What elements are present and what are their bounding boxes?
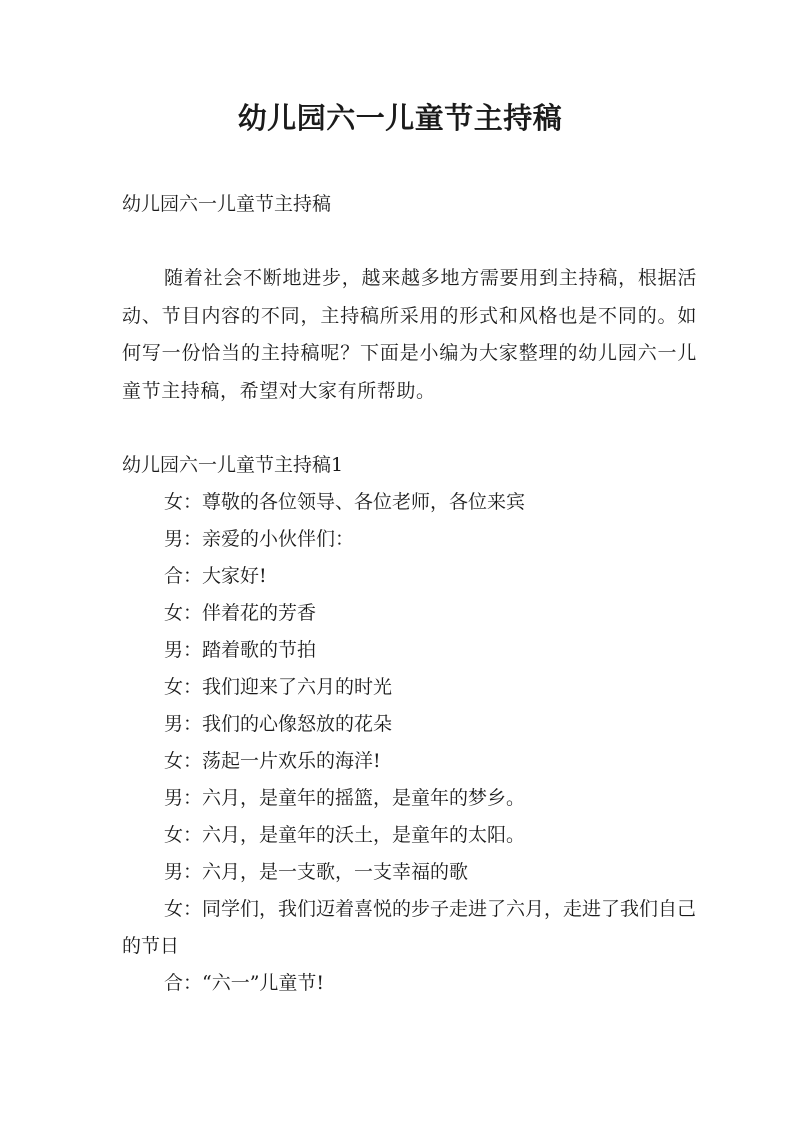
script-line: 女：荡起一片欢乐的海洋! — [164, 750, 381, 772]
intro-paragraph: 随着社会不断地进步，越来越多地方需要用到主持稿，根据活动、节目内容的不同，主持稿所采用的形式和风格也是不同的。如何写一份恰当的主持稿呢？下面是小编为大家整理的幼儿园六一儿童节主持稿，希望对大家有所帮助。 — [122, 267, 697, 402]
script-line: 女：六月，是童年的沃土，是童年的太阳。 — [164, 824, 526, 846]
script-line: 男：我们的心像怒放的花朵 — [164, 713, 393, 735]
script-line: 女：尊敬的各位领导、各位老师，各位来宾 — [164, 491, 526, 513]
script-line: 女：同学们，我们迈着喜悦的步子走进了六月，走进了我们自己的节日 — [122, 898, 697, 957]
script-line: 合：“六一”儿童节! — [164, 972, 325, 994]
script-line: 男：六月，是一支歌，一支幸福的歌 — [164, 861, 469, 883]
script-line: 女：伴着花的芳香 — [164, 602, 317, 624]
script-line: 男：亲爱的小伙伴们： — [164, 528, 355, 550]
script-line: 男：六月，是童年的摇篮，是童年的梦乡。 — [164, 787, 526, 809]
page-title: 幼儿园六一儿童节主持稿 — [237, 101, 563, 135]
document-subtitle: 幼儿园六一儿童节主持稿 — [122, 193, 332, 215]
document-body — [122, 186, 697, 1002]
script-line: 女：我们迎来了六月的时光 — [164, 676, 393, 698]
script-line: 合：大家好! — [164, 565, 267, 587]
script-line: 男：踏着歌的节拍 — [164, 639, 317, 661]
section-heading: 幼儿园六一儿童节主持稿1 — [122, 454, 344, 476]
